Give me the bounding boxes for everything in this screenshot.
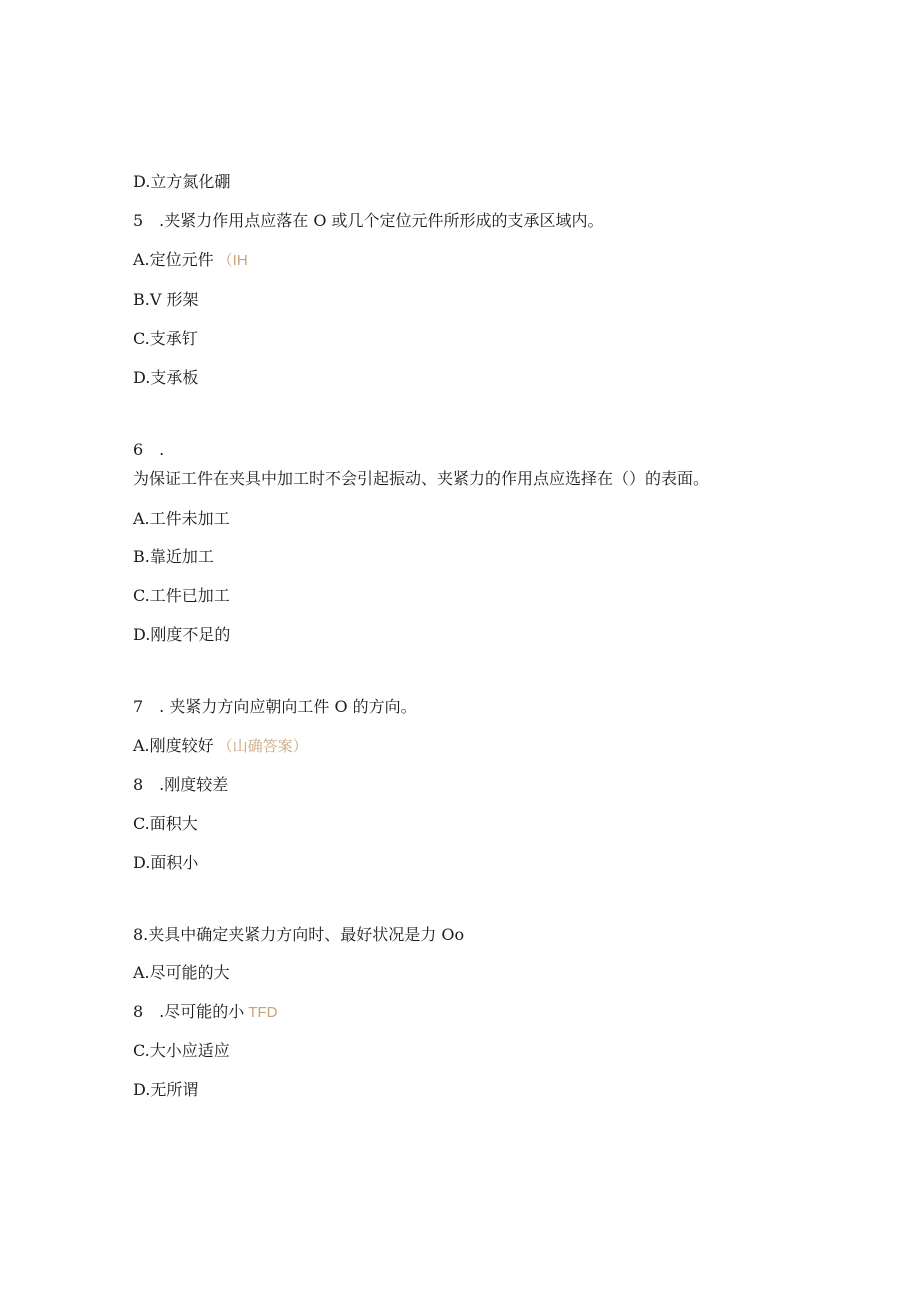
q8-option-b-text: 8 .尽可能的小 bbox=[133, 1002, 245, 1021]
q7-option-a-mark: （山确答案） bbox=[217, 738, 308, 755]
q5-option-c: C.支承钉 bbox=[133, 329, 198, 348]
q7-option-d: D.面积小 bbox=[133, 853, 199, 872]
q5-option-a bbox=[133, 250, 248, 271]
q6-option-c: C.工件已加工 bbox=[133, 586, 230, 605]
q8-option-c: C.大小应适应 bbox=[133, 1041, 230, 1060]
q6-option-d: D.刚度不足的 bbox=[133, 625, 231, 644]
q4-option-d: D.立方氮化硼 bbox=[133, 172, 231, 191]
q8-option-a: A.尽可能的大 bbox=[133, 963, 230, 982]
q8-option-b bbox=[133, 1002, 277, 1023]
q7-option-a-text: A.刚度较好 bbox=[133, 736, 214, 755]
q6-option-a: A.工件未加工 bbox=[133, 509, 230, 528]
q8-option-b-mark: TFD bbox=[248, 1004, 278, 1021]
q6-number: 6 . bbox=[133, 440, 165, 459]
q6-stem: 为保证工件在夹具中加工时不会引起振动、夹紧力的作用点应选择在（）的表面。 bbox=[133, 469, 710, 488]
q6-option-b: B.靠近加工 bbox=[133, 547, 214, 566]
q8-stem: 8.夹具中确定夹紧力方向时、最好状况是力 Oo bbox=[133, 925, 465, 944]
q5-stem: 5 .夹紧力作用点应落在 O 或几个定位元件所形成的支承区域内。 bbox=[133, 211, 604, 230]
q7-option-b: 8 .刚度较差 bbox=[133, 775, 229, 794]
q7-stem: 7 . 夹紧力方向应朝向工件 O 的方向。 bbox=[133, 697, 417, 716]
q7-option-c: C.面积大 bbox=[133, 814, 198, 833]
q5-option-d: D.支承板 bbox=[133, 368, 199, 387]
q5-option-b: B.V 形架 bbox=[133, 290, 199, 309]
q7-option-a bbox=[133, 736, 308, 757]
q8-option-d: D.无所谓 bbox=[133, 1080, 199, 1099]
q5-option-a-text: A.定位元件 bbox=[133, 250, 214, 269]
q5-option-a-mark: （IH bbox=[217, 252, 248, 269]
